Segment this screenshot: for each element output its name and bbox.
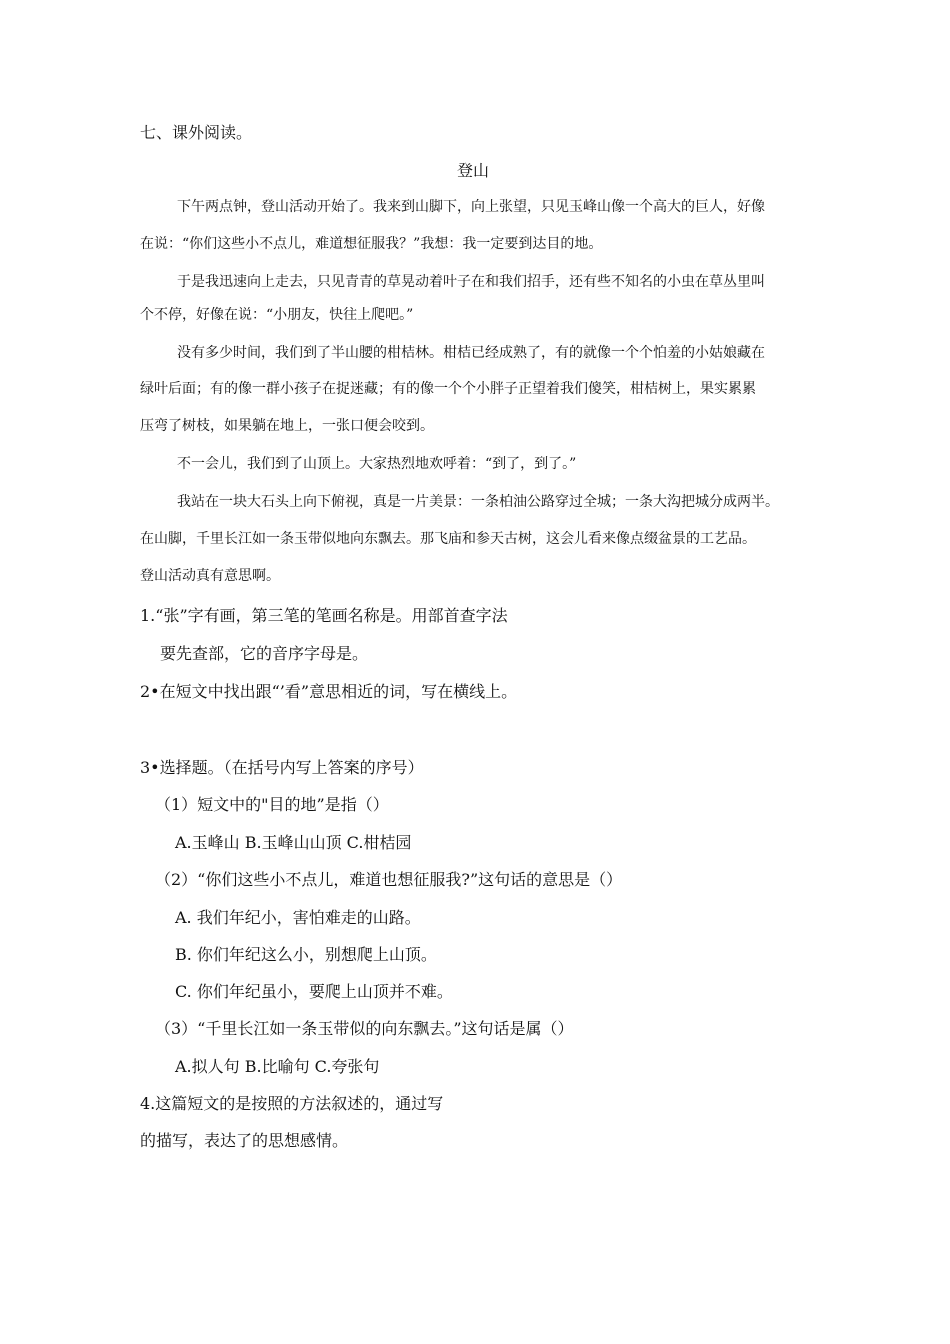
passage-line: 在说：“你们这些小不点儿，难道想征服我？”我想：我一定要到达目的地。: [140, 236, 603, 252]
passage-title: 登山: [457, 161, 490, 180]
passage-line: 不一会儿，我们到了山顶上。大家热烈地欢呼着：“到了，到了。”: [177, 456, 577, 472]
passage-line: 没有多少时间，我们到了半山腰的柑桔林。柑桔已经成熟了，有的就像一个个怕羞的小姑娘藏在: [177, 345, 765, 361]
question-3-2-option-b: B. 你们年纪这么小，别想爬上山顶。: [175, 945, 437, 964]
passage-line: 个不停，好像在说：“小朋友，快往上爬吧。”: [140, 307, 414, 323]
question-4: 4.这篇短文的是按照的方法叙述的，通过写: [140, 1094, 444, 1113]
question-3-2-option-a: A. 我们年纪小，害怕难走的山路。: [175, 908, 421, 927]
question-3-3: （3）“千里长江如一条玉带似的向东飘去。”这句话是属（）: [155, 1019, 574, 1038]
question-3-2: （2）“你们这些小不点儿，难道也想征服我?”这句话的意思是（）: [155, 870, 623, 889]
question-3-2-option-c: C. 你们年纪虽小，要爬上山顶并不难。: [175, 982, 453, 1001]
question-3-3-options: A.拟人句 B.比喻句 C.夸张句: [175, 1057, 380, 1076]
question-3-1: （1）短文中的"目的地”是指（）: [155, 795, 389, 814]
question-4-cont: 的描写，表达了的思想感情。: [140, 1131, 349, 1150]
question-2: 2•在短文中找出跟“’看”意思相近的词，写在横线上。: [140, 682, 518, 701]
section-heading: 七、课外阅读。: [140, 123, 253, 142]
passage-line: 在山脚，千里长江如一条玉带似地向东飘去。那飞庙和参天古树，这会儿看来像点缀盆景的工艺品。: [140, 531, 756, 547]
passage-line: 绿叶后面；有的像一群小孩子在捉迷藏；有的像一个个小胖子正望着我们傻笑，柑桔树上，果实累累: [140, 381, 756, 397]
passage-line: 于是我迅速向上走去，只见青青的草晃动着叶子在和我们招手，还有些不知名的小虫在草丛里叫: [177, 274, 765, 290]
passage-line: 下午两点钟，登山活动开始了。我来到山脚下，向上张望，只见玉峰山像一个高大的巨人，好像: [177, 199, 765, 215]
passage-line: 压弯了树枝，如果躺在地上，一张口便会咬到。: [140, 418, 434, 434]
question-1-cont: 要先查部，它的音序字母是。: [160, 644, 369, 663]
passage-line: 我站在一块大石头上向下俯视，真是一片美景：一条柏油公路穿过全城；一条大沟把城分成两半。: [177, 494, 779, 510]
question-3-1-options: A.玉峰山 B.玉峰山山顶 C.柑桔园: [175, 833, 412, 852]
question-3: 3•选择题。（在括号内写上答案的序号）: [140, 758, 424, 777]
question-1: 1.“张”字有画，第三笔的笔画名称是。用部首查字法: [140, 606, 508, 625]
passage-line: 登山活动真有意思啊。: [140, 568, 280, 584]
